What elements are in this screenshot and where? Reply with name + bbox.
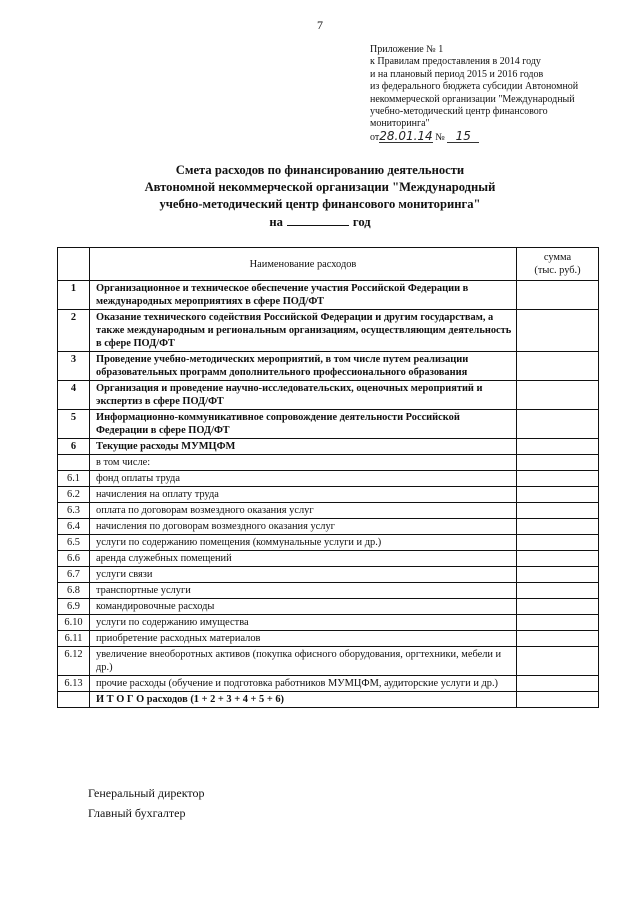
table-header-row	[58, 248, 599, 281]
row-sum-cell[interactable]	[517, 381, 599, 410]
header-sum-cell	[517, 248, 599, 281]
appendix-block	[370, 44, 620, 144]
row-number-cell: 6.9	[58, 599, 90, 615]
title-line: Смета расходов по финансированию деятельности	[175, 163, 465, 177]
table-row	[58, 583, 599, 599]
appendix-line: к Правилам предоставления в 2014 году	[370, 56, 541, 68]
title-line: учебно-методический центр финансового мониторинга"	[159, 197, 481, 211]
row-name-cell: аренда служебных помещений	[90, 551, 517, 567]
row-name-cell: Оказание технического содействия Российской Федерации и другим государствам, а также международным и региональным организациям, осуществляющим деятельность в сфере ПОД/ФТ	[90, 310, 517, 352]
row-name-cell: начисления по договорам возмездного оказания услуг	[90, 519, 517, 535]
row-number-cell: 6.4	[58, 519, 90, 535]
table-row	[58, 439, 599, 455]
document-title	[0, 162, 640, 231]
table-row	[58, 567, 599, 583]
accountant-signature-label: Главный бухгалтер	[88, 806, 186, 820]
row-number-cell: 6.3	[58, 503, 90, 519]
row-sum-cell[interactable]	[517, 567, 599, 583]
row-name-cell: начисления на оплату труда	[90, 487, 517, 503]
row-number-cell: 2	[58, 310, 90, 352]
row-sum-cell[interactable]	[517, 310, 599, 352]
row-name-cell: приобретение расходных материалов	[90, 631, 517, 647]
row-sum-cell[interactable]	[517, 647, 599, 676]
director-signature-label: Генеральный директор	[88, 786, 205, 800]
row-sum-cell[interactable]	[517, 503, 599, 519]
header-name-cell: Наименование расходов	[90, 248, 517, 281]
row-name-cell: увеличение внеоборотных активов (покупка офисного оборудования, оргтехники, мебели и др.)	[90, 647, 517, 676]
row-sum-cell[interactable]	[517, 599, 599, 615]
header-sum-line: (тыс. руб.)	[534, 265, 581, 276]
row-name-cell: услуги по содержанию имущества	[90, 615, 517, 631]
row-sum-cell[interactable]	[517, 471, 599, 487]
row-number-cell: 6.12	[58, 647, 90, 676]
row-name-cell: Организация и проведение научно-исследовательских, оценочных мероприятий и экспертиз в сфере ПОД/ФТ	[90, 381, 517, 410]
row-sum-cell[interactable]	[517, 583, 599, 599]
row-name-cell: услуги по содержанию помещения (коммунальные услуги и др.)	[90, 535, 517, 551]
handwritten-date: 28.01.14	[379, 128, 433, 143]
title-year-line	[0, 213, 640, 231]
year-blank	[287, 213, 349, 226]
row-name-cell: оплата по договорам возмездного оказания услуг	[90, 503, 517, 519]
row-sum-cell[interactable]	[517, 615, 599, 631]
row-number-cell	[58, 692, 90, 708]
row-sum-cell[interactable]	[517, 410, 599, 439]
date-prefix: от	[370, 131, 380, 143]
row-sum-cell[interactable]	[517, 455, 599, 471]
row-name-cell: в том числе:	[90, 455, 517, 471]
table-row	[58, 503, 599, 519]
row-name-cell: транспортные услуги	[90, 583, 517, 599]
appendix-line: мониторинга"	[370, 118, 430, 130]
table-row	[58, 535, 599, 551]
number-prefix: №	[435, 131, 445, 143]
row-number-cell: 6.8	[58, 583, 90, 599]
row-number-cell: 6.7	[58, 567, 90, 583]
expense-table	[57, 247, 599, 708]
appendix-line: учебно-методический центр финансового	[370, 106, 548, 118]
year-prefix: на	[269, 215, 283, 229]
table-row	[58, 455, 599, 471]
row-number-cell: 6.6	[58, 551, 90, 567]
table-row	[58, 410, 599, 439]
row-sum-cell[interactable]	[517, 631, 599, 647]
row-number-cell: 6.11	[58, 631, 90, 647]
row-number-cell: 6	[58, 439, 90, 455]
row-name-cell: прочие расходы (обучение и подготовка работников МУМЦФМ, аудиторские услуги и др.)	[90, 676, 517, 692]
row-number-cell: 6.10	[58, 615, 90, 631]
table-row	[58, 631, 599, 647]
row-sum-cell[interactable]	[517, 439, 599, 455]
table-row	[58, 692, 599, 708]
row-name-cell: командировочные расходы	[90, 599, 517, 615]
row-name-cell: Организационное и техническое обеспечение участия Российской Федерации в международных мероприятиях в сфере ПОД/ФТ	[90, 281, 517, 310]
table-row	[58, 310, 599, 352]
header-num-cell	[58, 248, 90, 281]
table-row	[58, 551, 599, 567]
appendix-line: и на плановый период 2015 и 2016 годов	[370, 68, 544, 80]
table-row	[58, 599, 599, 615]
row-name-cell: фонд оплаты труда	[90, 471, 517, 487]
row-name-cell: Информационно-коммуникативное сопровождение деятельности Российской Федерации в сфере ПОД/ФТ	[90, 410, 517, 439]
row-sum-cell[interactable]	[517, 281, 599, 310]
row-sum-cell[interactable]	[517, 551, 599, 567]
row-number-cell: 6.13	[58, 676, 90, 692]
row-name-cell: И Т О Г О расходов (1 + 2 + 3 + 4 + 5 + 6)	[90, 692, 517, 708]
table-row	[58, 676, 599, 692]
appendix-line: Приложение № 1	[370, 44, 444, 55]
row-number-cell	[58, 455, 90, 471]
appendix-line: некоммерческой организации "Международный	[370, 93, 575, 105]
row-number-cell: 6.1	[58, 471, 90, 487]
table-row	[58, 647, 599, 676]
row-name-cell: Текущие расходы МУМЦФМ	[90, 439, 517, 455]
table-row	[58, 519, 599, 535]
row-number-cell: 4	[58, 381, 90, 410]
table-row	[58, 615, 599, 631]
table-row	[58, 471, 599, 487]
row-sum-cell[interactable]	[517, 487, 599, 503]
row-sum-cell[interactable]	[517, 692, 599, 708]
table-row	[58, 487, 599, 503]
table-row	[58, 352, 599, 381]
year-suffix: год	[352, 215, 371, 229]
table-row	[58, 281, 599, 310]
row-number-cell: 3	[58, 352, 90, 381]
row-number-cell: 6.2	[58, 487, 90, 503]
handwritten-number: 15	[447, 131, 479, 143]
row-sum-cell[interactable]	[517, 535, 599, 551]
row-number-cell: 5	[58, 410, 90, 439]
row-number-cell: 1	[58, 281, 90, 310]
table-row	[58, 381, 599, 410]
title-line: Автономной некоммерческой организации "Международный	[144, 180, 496, 194]
row-sum-cell[interactable]	[517, 352, 599, 381]
appendix-line: из федерального бюджета субсидии Автономной	[370, 81, 579, 93]
row-name-cell: услуги связи	[90, 567, 517, 583]
row-name-cell: Проведение учебно-методических мероприятий, в том числе путем реализации образовательных программ дополнительного профессионального образования	[90, 352, 517, 381]
row-number-cell: 6.5	[58, 535, 90, 551]
row-sum-cell[interactable]	[517, 519, 599, 535]
appendix-date-line	[370, 128, 620, 144]
row-sum-cell[interactable]	[517, 676, 599, 692]
page-number: 7	[317, 18, 323, 32]
header-sum-line: сумма	[543, 252, 572, 263]
